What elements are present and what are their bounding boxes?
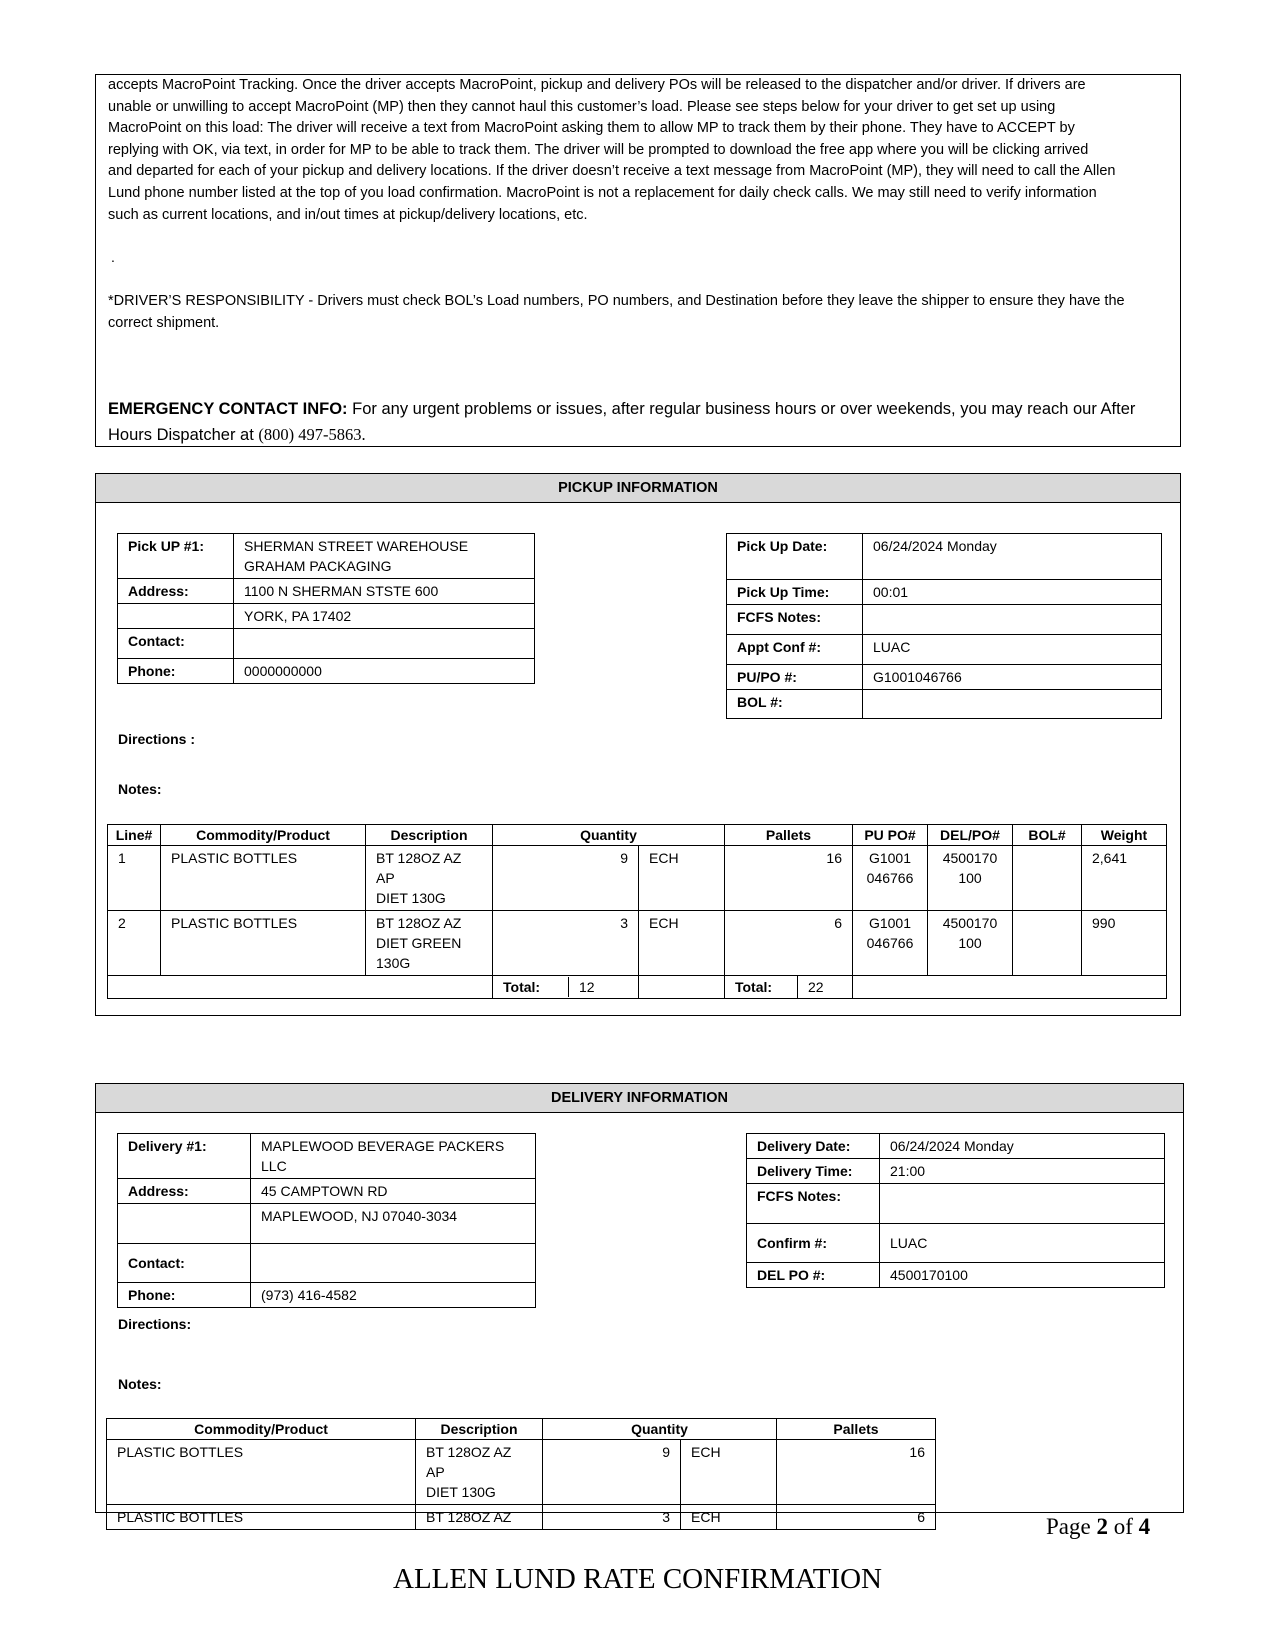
pu-po-label: PU/PO #: [727, 665, 863, 690]
macropoint-notice [95, 74, 1181, 447]
quantity-unit: ECH [639, 911, 725, 976]
pickup-fcfs-label: FCFS Notes: [727, 605, 863, 635]
pallets: 16 [777, 1440, 936, 1505]
delivery-time-label: Delivery Time: [747, 1159, 880, 1184]
col-weight: Weight [1082, 825, 1167, 846]
confirm-label: Confirm #: [747, 1224, 880, 1263]
confirm-value: LUAC [880, 1224, 1165, 1263]
delivery-contact-value [251, 1244, 536, 1283]
pickup-shipper-table [117, 533, 535, 684]
col-description: Description [416, 1419, 543, 1440]
pickup-phone-label: Phone: [118, 659, 234, 684]
col-line: Line# [108, 825, 161, 846]
page-prefix: Page [1046, 1514, 1097, 1539]
notice-line: such as current locations, and in/out times at pickup/delivery locations, etc. [108, 206, 588, 223]
delivery-consignee-table [117, 1133, 536, 1308]
driver-responsibility [108, 291, 1125, 334]
total-label: Total: [503, 979, 541, 995]
delivery-phone-label: Phone: [118, 1283, 251, 1308]
pallets: 6 [724, 911, 852, 976]
appt-conf-label: Appt Conf #: [727, 635, 863, 665]
description [416, 1505, 543, 1530]
description [366, 846, 493, 911]
pickup-contact-label: Contact: [118, 629, 234, 659]
delivery-number-label: Delivery #1: [118, 1134, 251, 1179]
line-number: 1 [108, 846, 161, 911]
empty-cell [118, 1204, 251, 1244]
notice-line: accepts MacroPoint Tracking. Once the driver accepts MacroPoint, pickup and delivery POs will be released to the dispatcher and/or driver. If drivers are [108, 77, 1086, 93]
pickup-contact-value [234, 629, 535, 659]
empty-cell [118, 604, 234, 629]
description-line: BT 128OZ AZ AP [376, 850, 462, 886]
description-line: BT 128OZ AZ [426, 1509, 512, 1525]
pickup-date-value: 06/24/2024 Monday [863, 534, 1162, 580]
pu-po-part: G1001 [868, 915, 912, 931]
emergency-label: EMERGENCY CONTACT INFO: [108, 400, 348, 418]
pallets: 16 [724, 846, 852, 911]
table-row [107, 1505, 936, 1530]
pu-po-part: G1001 [868, 850, 912, 866]
document-title: ALLEN LUND RATE CONFIRMATION [393, 1563, 882, 1595]
pickup-number-label: Pick UP #1: [118, 534, 234, 579]
col-quantity: Quantity [543, 1419, 777, 1440]
commodity: PLASTIC BOTTLES [161, 846, 366, 911]
description-line: DIET GREEN [376, 935, 462, 951]
del-po-number [928, 911, 1013, 976]
pickup-address-line1: 1100 N SHERMAN STSTE 600 [234, 579, 535, 604]
notice-line: MacroPoint on this load: The driver will receive a text from MacroPoint asking them to allow MP to track them by their phone. They have to ACCEPT by [108, 120, 1075, 137]
notice-line: unable or unwilling to accept MacroPoint (MP) then they cannot haul this customer’s load. Please see steps below for your driver to get set up using [108, 98, 1056, 115]
page-total: 4 [1138, 1514, 1151, 1539]
page-number [1046, 1514, 1150, 1540]
delivery-date-value: 06/24/2024 Monday [880, 1134, 1165, 1159]
pickup-commodity-table [107, 824, 1167, 999]
delivery-commodity-table [106, 1418, 936, 1530]
pu-po-part: 046766 [866, 870, 914, 886]
delivery-fcfs-label: FCFS Notes: [747, 1184, 880, 1224]
pu-po-number [853, 846, 928, 911]
description-line: 130G [376, 955, 411, 971]
col-pallets: Pallets [777, 1419, 936, 1440]
total-pallets-value: 22 [797, 976, 852, 999]
bol-number [1013, 911, 1082, 976]
total-quantity-value: 12 [568, 977, 595, 997]
description-line: BT 128OZ AZ AP [426, 1444, 512, 1480]
pickup-directions-label: Directions : [118, 731, 196, 747]
description-line: BT 128OZ AZ [376, 915, 462, 931]
empty-cell [853, 976, 1167, 999]
del-po-part: 4500170 [942, 915, 998, 931]
col-bol: BOL# [1013, 825, 1082, 846]
pickup-time-label: Pick Up Time: [727, 580, 863, 605]
delivery-header: DELIVERY INFORMATION [96, 1084, 1183, 1113]
col-pu-po: PU PO# [853, 825, 928, 846]
col-commodity: Commodity/Product [161, 825, 366, 846]
delivery-contact-label: Contact: [118, 1244, 251, 1283]
appt-conf-value: LUAC [863, 635, 1162, 665]
weight: 990 [1082, 911, 1167, 976]
quantity: 3 [543, 1505, 681, 1530]
pallets: 6 [777, 1505, 936, 1530]
pickup-date-label: Pick Up Date: [727, 534, 863, 580]
pickup-address-label: Address: [118, 579, 234, 604]
page-of: of [1107, 1514, 1139, 1539]
table-row [108, 911, 1167, 976]
pickup-header: PICKUP INFORMATION [96, 474, 1180, 503]
shipper-line1: SHERMAN STREET WAREHOUSE [244, 538, 469, 554]
notice-dot: . [111, 249, 115, 265]
pickup-schedule-table [726, 533, 1162, 719]
del-po-number [928, 846, 1013, 911]
delivery-schedule-table [746, 1133, 1165, 1288]
quantity-unit: ECH [681, 1505, 777, 1530]
emergency-text: For any urgent problems or issues, after regular business hours or over weekends, you may reach our After [352, 400, 1136, 418]
consignee-name: MAPLEWOOD BEVERAGE PACKERS LLC [251, 1134, 536, 1179]
total-quantity [493, 976, 639, 999]
commodity: PLASTIC BOTTLES [107, 1505, 416, 1530]
empty-cell [639, 976, 725, 999]
pu-po-number [853, 911, 928, 976]
notice-paragraph [108, 75, 1115, 226]
description-line: DIET 130G [426, 1484, 496, 1500]
notice-line: and departed for each of your pickup and delivery locations. If the driver doesn’t receive a text message from MacroPoint (MP), they will need to call the Allen [108, 163, 1116, 180]
notice-line: Lund phone number listed at the top of you load confirmation. MacroPoint is not a replacement for daily check calls. We may still need to verify information [108, 184, 1097, 201]
totals-row [108, 976, 1167, 999]
table-row [107, 1440, 936, 1505]
pickup-time-value: 00:01 [863, 580, 1162, 605]
commodity: PLASTIC BOTTLES [107, 1440, 416, 1505]
pu-po-value: G1001046766 [863, 665, 1162, 690]
delivery-fcfs-value [880, 1184, 1165, 1224]
del-po-label: DEL PO #: [747, 1263, 880, 1288]
delivery-address-line1: 45 CAMPTOWN RD [251, 1179, 536, 1204]
pickup-address-line2: YORK, PA 17402 [234, 604, 535, 629]
emergency-phone: (800) 497-5863. [258, 425, 366, 444]
delivery-phone-value: (973) 416-4582 [251, 1283, 536, 1308]
col-quantity: Quantity [493, 825, 725, 846]
table-row [108, 846, 1167, 911]
quantity-unit: ECH [639, 846, 725, 911]
col-description: Description [366, 825, 493, 846]
col-pallets: Pallets [724, 825, 852, 846]
description [416, 1440, 543, 1505]
line-number: 2 [108, 911, 161, 976]
del-po-value: 4500170100 [880, 1263, 1165, 1288]
col-commodity: Commodity/Product [107, 1419, 416, 1440]
delivery-directions-label: Directions: [118, 1316, 192, 1332]
total-pallets-label: Total: [724, 976, 797, 999]
quantity: 9 [493, 846, 639, 911]
shipper-name [234, 534, 535, 579]
quantity-unit: ECH [681, 1440, 777, 1505]
delivery-notes-label: Notes: [118, 1376, 162, 1392]
bol-number [1013, 846, 1082, 911]
del-po-part: 4500170 [942, 850, 998, 866]
notice-line: replying with OK, via text, in order for MP to be able to track them. The driver will be prompted to download the free app where you will be clicking arrived [108, 141, 1089, 158]
shipper-line2: GRAHAM PACKAGING [244, 558, 392, 574]
quantity: 3 [493, 911, 639, 976]
page-current: 2 [1096, 1514, 1108, 1539]
del-po-part: 100 [958, 935, 982, 951]
responsibility-line: correct shipment. [108, 314, 220, 331]
description [366, 911, 493, 976]
delivery-time-value: 21:00 [880, 1159, 1165, 1184]
quantity: 9 [543, 1440, 681, 1505]
pickup-notes-label: Notes: [118, 781, 162, 797]
emergency-contact [108, 397, 1178, 448]
empty-cell [108, 976, 493, 999]
del-po-part: 100 [958, 870, 982, 886]
pickup-bol-label: BOL #: [727, 690, 863, 719]
emergency-line2: Hours Dispatcher at [108, 426, 254, 444]
col-del-po: DEL/PO# [928, 825, 1013, 846]
weight: 2,641 [1082, 846, 1167, 911]
pickup-phone-value: 0000000000 [234, 659, 535, 684]
description-line: DIET 130G [376, 890, 446, 906]
delivery-date-label: Delivery Date: [747, 1134, 880, 1159]
delivery-address-line2: MAPLEWOOD, NJ 07040-3034 [251, 1204, 536, 1244]
responsibility-line: *DRIVER’S RESPONSIBILITY - Drivers must check BOL’s Load numbers, PO numbers, and Destination before they leave the shipper to ensure they have the [108, 293, 1125, 309]
commodity: PLASTIC BOTTLES [161, 911, 366, 976]
pu-po-part: 046766 [866, 935, 914, 951]
delivery-address-label: Address: [118, 1179, 251, 1204]
pickup-fcfs-value [863, 605, 1162, 635]
pickup-bol-value [863, 690, 1162, 719]
